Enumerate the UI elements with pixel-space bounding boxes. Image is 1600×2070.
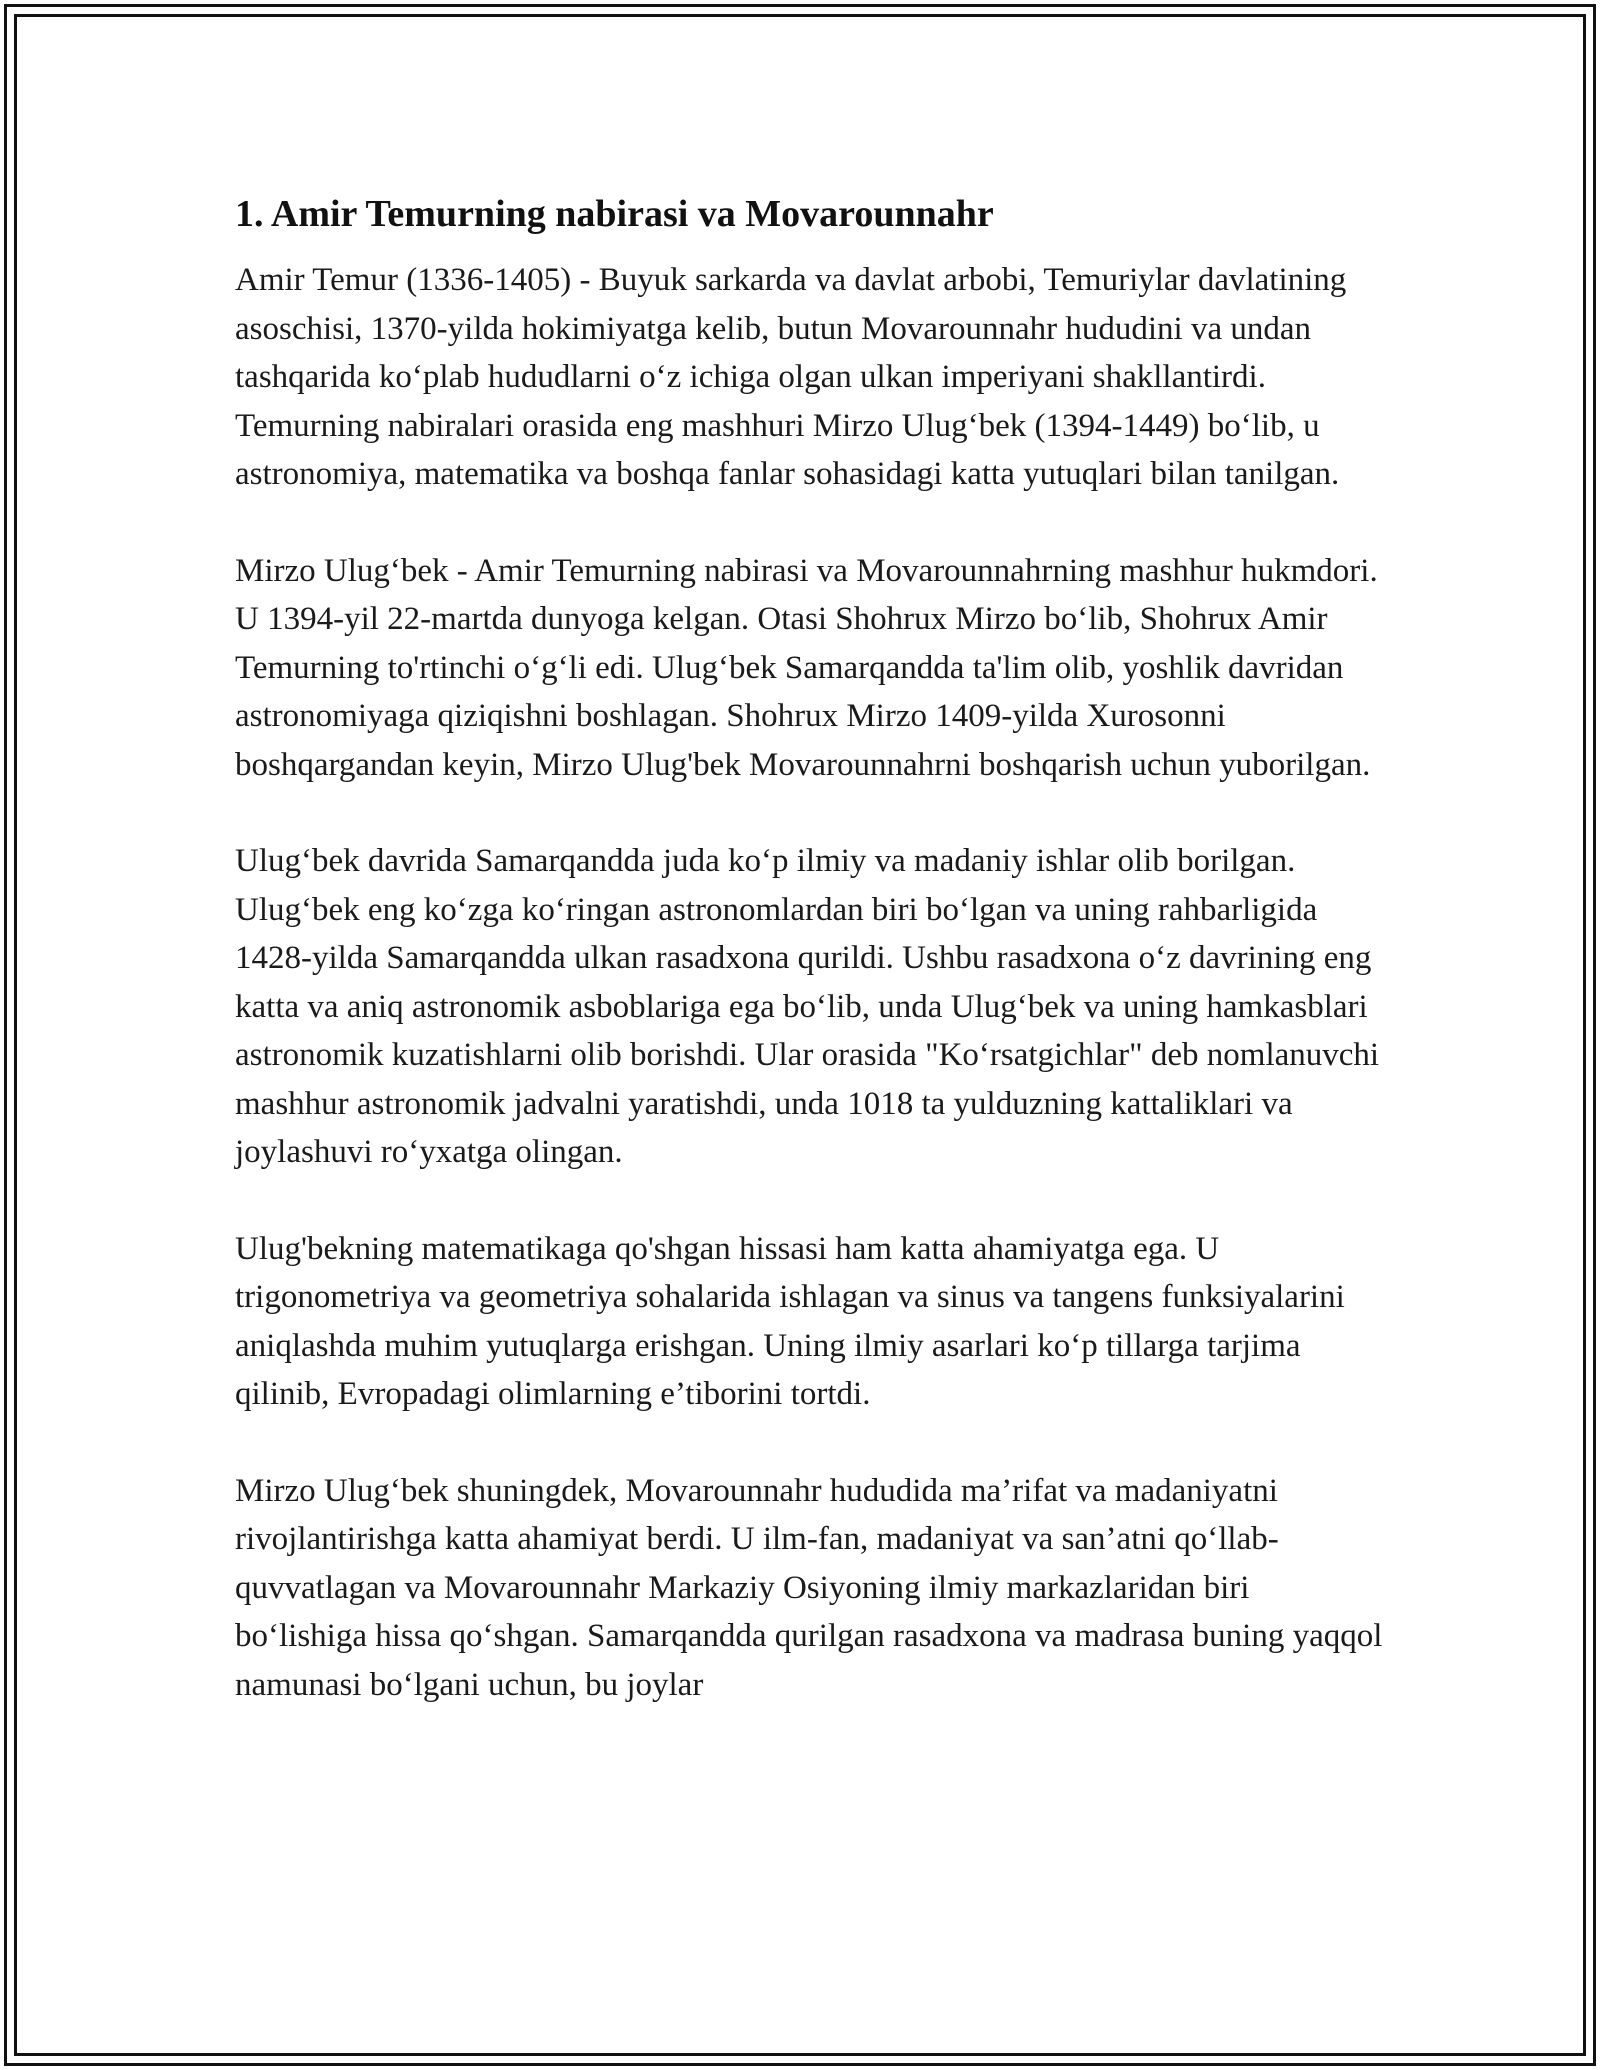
document-body	[235, 186, 1385, 1757]
paragraph: Mirzo Ulug‘bek shuningdek, Movarounnahr hududida ma’rifat va madaniyatni rivojlantirishga katta ahamiyat berdi. U ilm-fan, madaniyat va san’atni qo‘llab-quvvatlagan va Movarounnahr Markaziy Osiyoning ilmiy markazlaridan biri bo‘lishiga hissa qo‘shgan. Samarqandda qurilgan rasadxona va madrasa buning yaqqol namunasi bo‘lgani uchun, bu joylar	[235, 1472, 1383, 1703]
section-heading: 1. Amir Temurning nabirasi va Movarounnahr	[235, 193, 994, 235]
paragraph: Ulug'bekning matematikaga qo'shgan hissasi ham katta ahamiyatga ega. U trigonometriya va geometriya sohalarida ishlagan va sinus va tangens funksiyalarini aniqlashda muhim yutuqlarga erishgan. Uning ilmiy asarlari ko‘p tillarga tarjima qilinib, Evropadagi olimlarning e’tiborini tortdi.	[235, 1230, 1345, 1412]
paragraph: Amir Temur (1336-1405) - Buyuk sarkarda va davlat arbobi, Temuriylar davlatining asoschisi, 1370-yilda hokimiyatga kelib, butun Movarounnahr hududini va undan tashqarida ko‘plab hududlarni o‘z ichiga olgan ulkan imperiyani shakllantirdi. Temurning nabiralari orasida eng mashhuri Mirzo Ulug‘bek (1394-1449) bo‘lib, u astronomiya, matematika va boshqa fanlar sohasidagi katta yutuqlari bilan tanilgan.	[235, 262, 1347, 492]
paragraph: Mirzo Ulug‘bek - Amir Temurning nabirasi va Movarounnahrning mashhur hukmdori. U 1394-yil 22-martda dunyoga kelgan. Otasi Shohrux Mirzo bo‘lib, Shohrux Amir Temurning to'rtinchi o‘g‘li edi. Ulug‘bek Samarqandda ta'lim olib, yoshlik davridan astronomiyaga qiziqishni boshlagan. Shohrux Mirzo 1409-yilda Xurosonni boshqargandan keyin, Mirzo Ulug'bek Movarounnahrni boshqarish uchun yuborilgan.	[235, 552, 1378, 783]
paragraph: Ulug‘bek davrida Samarqandda juda ko‘p ilmiy va madaniy ishlar olib borilgan. Ulug‘bek eng ko‘zga ko‘ringan astronomlardan biri bo‘lgan va uning rahbarligida 1428-yilda Samarqandda ulkan rasadxona qurildi. Ushbu rasadxona o‘z davrining eng katta va aniq astronomik asboblariga ega bo‘lib, unda Ulug‘bek va uning hamkasblari astronomik kuzatishlarni olib borishdi. Ular orasida "Ko‘rsatgichlar" deb nomlanuvchi mashhur astronomik jadvalni yaratishdi, unda 1018 ta yulduzning kattaliklari va joylashuvi ro‘yxatga olingan.	[235, 843, 1380, 1170]
